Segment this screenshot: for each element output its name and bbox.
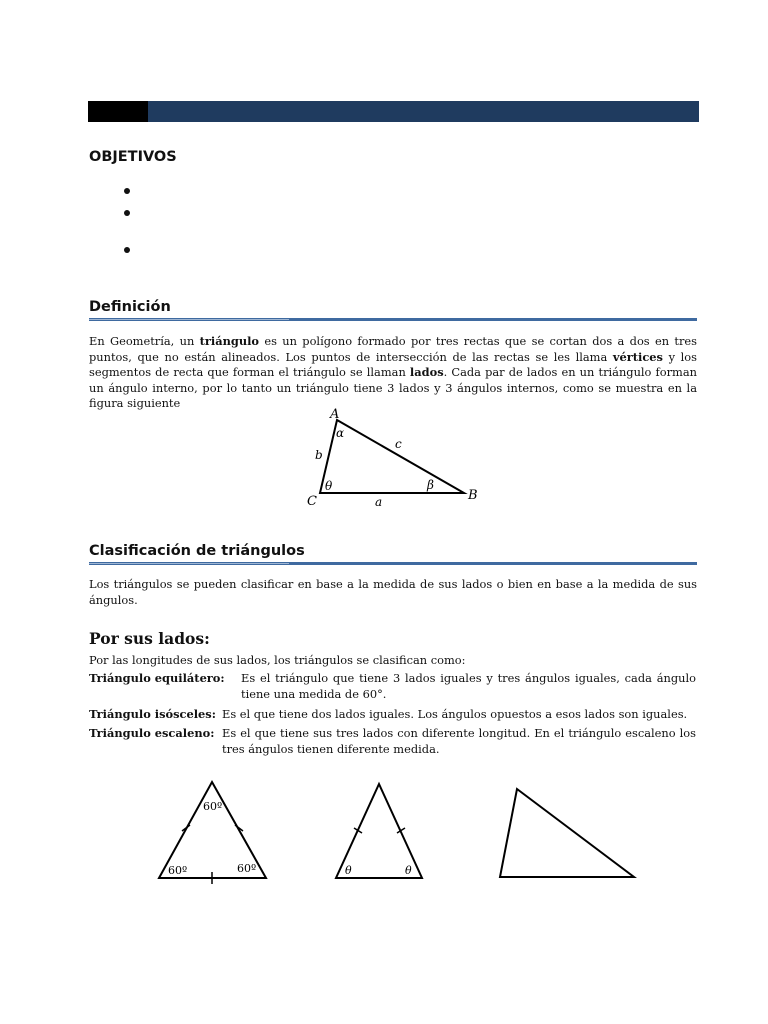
scalene-triangle-figure bbox=[495, 783, 640, 883]
vertex-c-label: C bbox=[307, 494, 317, 509]
header-bar-black-block bbox=[88, 101, 148, 122]
triangle-figure bbox=[300, 402, 490, 512]
def-term: Triángulo isósceles: bbox=[89, 707, 216, 721]
definicion-rule bbox=[89, 318, 697, 321]
clasificacion-rule bbox=[89, 562, 697, 565]
def-term: Triángulo escaleno: bbox=[89, 726, 215, 740]
def-equilatero bbox=[89, 671, 697, 702]
clasificacion-text: Los triángulos se pueden clasificar en base a la medida de sus lados o bien en base a la medida de sus ángulos. bbox=[89, 577, 697, 607]
angle-beta-label: β bbox=[427, 478, 434, 492]
def-term: Triángulo equilátero: bbox=[89, 671, 225, 685]
definicion-paragraph: En Geometría, un triángulo es un polígono formado por tres rectas que se cortan dos a dos en tres puntos, que no están alineados. Los puntos de intersección de las rectas se les llama vértices y los segmentos de recta que forman el triángulo se llaman lados. Cada par de lados en un triángulo forman un ángulo interno, por lo tanto un triángulo tiene 3 lados y 3 ángulos internos, como se muestra en la figura siguiente bbox=[89, 334, 697, 410]
def-desc: Es el que tiene sus tres lados con diferente longitud. En el triángulo escaleno los tres ángulos tienen diferente medida. bbox=[222, 726, 696, 756]
vertex-a-label: A bbox=[330, 407, 340, 422]
angle-theta-label: θ bbox=[325, 479, 333, 493]
equilateral-triangle-figure bbox=[150, 775, 275, 887]
isosceles-angle-left: θ bbox=[345, 864, 352, 877]
def-escaleno bbox=[89, 726, 697, 757]
isosceles-angle-right: θ bbox=[405, 864, 412, 877]
por-lados-intro: Por las longitudes de sus lados, los triángulos se clasifican como: bbox=[89, 653, 466, 667]
def-desc: Es el que tiene dos lados iguales. Los ángulos opuestos a esos lados son iguales. bbox=[222, 707, 688, 721]
isosceles-triangle-figure bbox=[330, 775, 430, 887]
angle-alpha-label: α bbox=[336, 426, 345, 440]
side-b-label: b bbox=[315, 448, 323, 462]
objetivo-bullet-3 bbox=[124, 247, 130, 253]
objetivo-bullet-1 bbox=[124, 188, 130, 194]
def-isosceles bbox=[89, 707, 697, 723]
equilateral-angle-top: 60º bbox=[203, 800, 223, 813]
side-c-label: c bbox=[395, 437, 402, 451]
por-lados-title: Por sus lados: bbox=[89, 629, 210, 648]
side-a-label: a bbox=[375, 495, 383, 509]
objetivo-bullet-2 bbox=[124, 210, 130, 216]
objetivos-title: OBJETIVOS bbox=[89, 149, 177, 165]
definicion-title: Definición bbox=[89, 299, 171, 315]
clasificacion-title: Clasificación de triángulos bbox=[89, 543, 305, 559]
header-bar bbox=[88, 101, 699, 122]
equilateral-angle-right: 60º bbox=[237, 862, 257, 875]
def-desc: Es el triángulo que tiene 3 lados iguales y tres ángulos iguales, cada ángulo tiene una medida de 60°. bbox=[241, 671, 696, 701]
vertex-b-label: B bbox=[468, 488, 478, 503]
equilateral-angle-left: 60º bbox=[168, 864, 188, 877]
